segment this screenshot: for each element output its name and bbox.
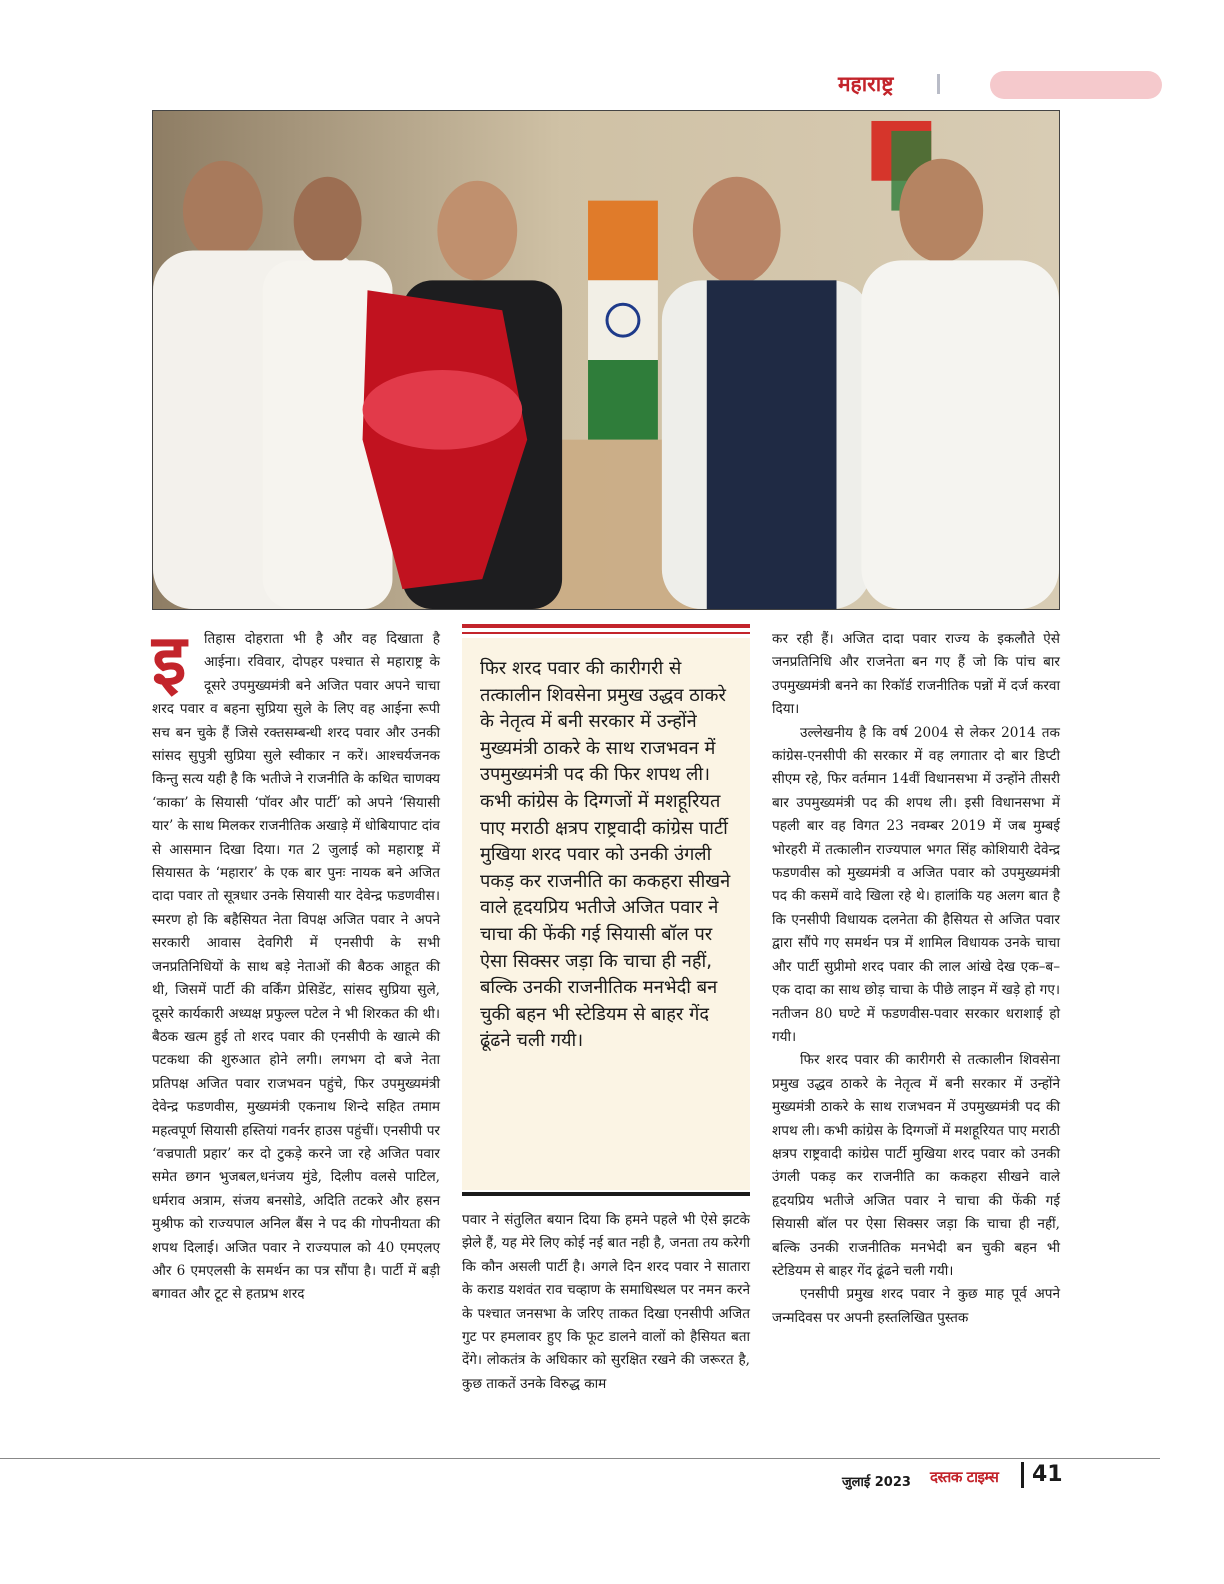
pull-quote-text: फिर शरद पवार की कारीगरी से तत्कालीन शिवसेना प्रमुख उद्धव ठाकरे के नेतृत्व में बनी सरकार में उन्होंने मुख्यमंत्री ठाकरे के साथ राजभवन में उपमुख्यमंत्री पद की फिर शपथ ली। कभी कांग्रेस के दिग्गजों में मशहूरियत पाए मराठी क्षत्रप राष्ट्रवादी कांग्रेस पार्टी मुखिया शरद पवार को उनकी उंगली पकड़ कर राजनीति का ककहरा सीखने वाले हृदयप्रिय भतीजे अजित पवार ने चाचा की फेंकी गई सियासी बॉल पर ऐसा सिक्सर जड़ा कि चाचा ही नहीं, बल्कि उनकी राजनीतिक मनभेदी बन चुकी बहन भी स्टेडियम से बाहर गेंद ढूंढने चली गयी। bbox=[480, 658, 731, 1052]
page-number: 41 bbox=[1032, 1462, 1063, 1487]
column-3-paragraph-3: फिर शरद पवार की कारीगरी से तत्कालीन शिवसेना प्रमुख उद्धव ठाकरे के नेतृत्व में बनी सरकार में उन्होंने मुख्यमंत्री ठाकरे के साथ राजभवन में उपमुख्यमंत्री पद की शपथ ली। कभी कांग्रेस के दिग्गजों में मशहूरियत पाए मराठी क्षत्रप राष्ट्रवादी कांग्रेस पार्टी मुखिया शरद पवार को उनकी उंगली पकड़ कर राजनीति का ककहरा सीखने वाले हृदयप्रिय भतीजे अजित पवार ने चाचा की फेंकी गई सियासी बॉल पर ऐसा सिक्सर जड़ा कि चाचा ही नहीं, बल्कि उनकी राजनीतिक मनभेदी बन चुकी बहन भी स्टेडियम से बाहर गेंद ढूंढने चली गयी। bbox=[772, 1052, 1060, 1279]
section-title: महाराष्ट्र bbox=[838, 72, 894, 96]
column-2-text: पवार ने संतुलित बयान दिया कि हमने पहले भी ऐसे झटके झेले हैं, यह मेरे लिए कोई नई बात नही है, जनता तय करेगी कि कौन असली पार्टी है। अगले दिन शरद पवार ने सातारा के कराड यशवंत राव चव्हाण के समाधिस्थल पर नमन करने के पश्चात जनसभा के जरिए ताकत दिखा एनसीपी अजित गुट पर हमलावर हुए कि फूट डालने वालों को हैसियत बता देंगे। लोकतंत्र के अधिकार को सुरक्षित रखने की जरूरत है, कुछ ताकतें उनके विरुद्ध काम bbox=[462, 1212, 750, 1392]
magazine-logo: दस्तक टाइम्स bbox=[930, 1468, 999, 1486]
column-3-paragraph-2: उल्लेखनीय है कि वर्ष 2004 से लेकर 2014 तक कांग्रेस-एनसीपी की सरकार में वह लगातार दो बार डिप्टी सीएम रहे, फिर वर्तमान 14वीं विधानसभा में उन्होंने तीसरी बार उपमुख्यमंत्री पद की शपथ ली। इसी विधानसभा में पहली बार वह विगत 23 नवम्बर 2019 में जब मुम्बई भोरहरी में तत्कालीन राज्यपाल भगत सिंह कोशियारी देवेन्द्र फडणवीस को मुख्यमंत्री व अजित पवार को उपमुख्यमंत्री पद की कसमें वादे खिला रहे थे। हालांकि यह अलग बात है कि एनसीपी विधायक दलनेता की हैसियत से अजित पवार द्वारा सौंपे गए समर्थन पत्र में शामिल विधायक उनके चाचा और पार्टी सुप्रीमो शरद पवार की लाल आंखे देख एक–ब–एक दादा का साथ छोड़ चाचा के पीछे लाइन में खड़े हो गए। नतीजन 80 घण्टे में फडणवीस-पवार सरकार धराशाई हो गयी। bbox=[772, 724, 1060, 1045]
article-column-3 bbox=[772, 628, 1060, 1443]
pull-quote-rule-top-thin bbox=[462, 632, 750, 634]
header-separator bbox=[937, 74, 940, 94]
column-3-paragraph-4: एनसीपी प्रमुख शरद पवार ने कुछ माह पूर्व अपने जन्मदिवस पर अपनी हस्तलिखित पुस्तक bbox=[772, 1286, 1060, 1326]
drop-cap: इ bbox=[152, 618, 187, 701]
article-column-2 bbox=[462, 1209, 750, 1443]
article-photo bbox=[152, 110, 1060, 610]
article-column-1 bbox=[152, 618, 440, 1443]
pull-quote-rule-bottom bbox=[462, 1192, 750, 1196]
column-1-text: तिहास दोहराता भी है और वह दिखाता है आईना। रविवार, दोपहर पश्चात से महाराष्ट्र के दूसरे उपमुख्यमंत्री बने अजित पवार अपने चाचा शरद पवार व बहना सुप्रिया सुले के लिए वह आईना रूपी सच बन चुके हैं जिसे रक्तसम्बन्धी शरद पवार और उनकी सांसद सुपुत्री सुप्रिया सुले स्वीकार न करें। आश्चर्यजनक किन्तु सत्य यही है कि भतीजे ने राजनीति के कथित चाणक्य ‘काका’ के सियासी ‘पॉवर और पार्टी’ को अपने ‘सियासी यार’ के साथ मिलकर राजनीतिक अखाड़े में धोबियापाट दांव से आसमान दिखा दिया। गत 2 जुलाई को महाराष्ट्र में सियासत के ‘महारार’ के एक बार पुनः नायक बने अजित दादा पवार तो सूत्रधार उनके सियासी यार देवेन्द्र फडणवीस। स्मरण हो कि बहैसियत नेता विपक्ष अजित पवार ने अपने सरकारी आवास देवगिरी में एनसीपी के सभी जनप्रतिनिधियों के साथ बड़े नेताओं की बैठक आहूत की थी, जिसमें पार्टी की वर्किंग प्रेसिडेंट, सांसद सुप्रिया सुले, दूसरे कार्यकारी अध्यक्ष प्रफुल्ल पटेल ने भी शिरकत की थी। बैठक खत्म हुई तो शरद पवार की एनसीपी के खात्मे की पटकथा की शुरुआत होने लगी। लगभग दो बजे नेता प्रतिपक्ष अजित पवार राजभवन पहुंचे, फिर उपमुख्यमंत्री देवेन्द्र फडणवीस, मुख्यमंत्री एकनाथ शिन्दे सहित तमाम महत्वपूर्ण सियासी हस्तियां गवर्नर हाउस पहुंचीं। एनसीपी पर ‘वज्रपाती प्रहार’ कर दो टुकड़े करने जा रहे अजित पवार समेत छगन भुजबल,धनंजय मुंडे, दिलीप वलसे पाटिल, धर्मराव अत्राम, संजय बनसोडे, अदिति तटकरे और हसन मुश्रीफ को राज्यपाल अनिल बैंस ने पद की गोपनीयता की शपथ दिलाई। अजित पवार ने राज्यपाल को 40 एमएलए और 6 एमएलसी के समर्थन का पत्र सौंपा है। पार्टी में बड़ी बगावत और टूट से हतप्रभ शरद bbox=[152, 631, 440, 1303]
pull-quote-box bbox=[462, 638, 750, 1190]
footer-separator bbox=[1021, 1462, 1024, 1488]
pull-quote bbox=[462, 624, 750, 1196]
photo-illustration bbox=[153, 111, 1059, 609]
header-decorative-pill bbox=[990, 71, 1162, 99]
footer-date: जुलाई 2023 bbox=[842, 1475, 911, 1490]
column-3-paragraph-1: कर रही हैं। अजित दादा पवार राज्य के इकलौते ऐसे जनप्रतिनिधि और राजनेता बन गए हैं जो कि पांच बार उपमुख्यमंत्री बनने का रिकॉर्ड राजनीतिक पन्नों में दर्ज करवा दिया। bbox=[772, 631, 1060, 718]
pull-quote-rule-top bbox=[462, 624, 750, 628]
footer-rule bbox=[0, 1458, 1160, 1459]
